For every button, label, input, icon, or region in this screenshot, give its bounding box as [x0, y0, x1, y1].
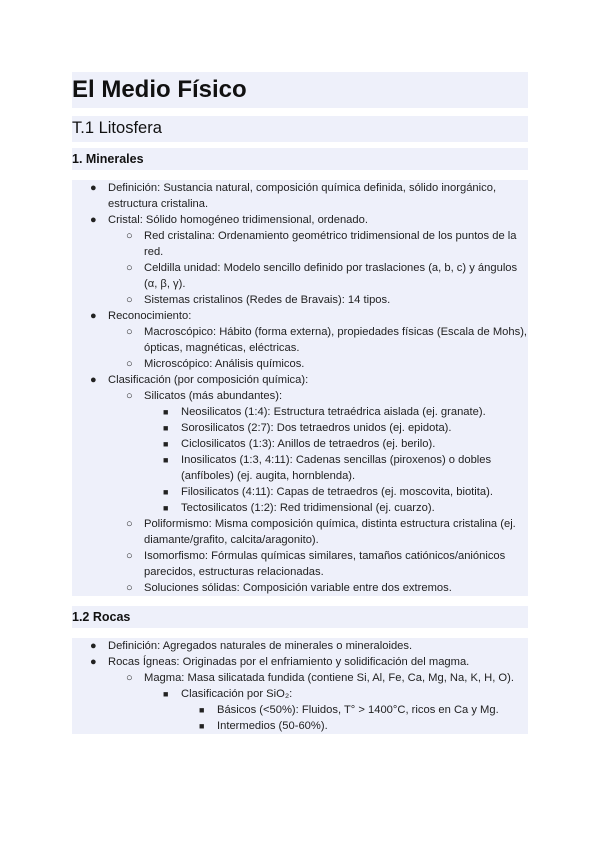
- item-text: Básicos (<50%): Fluidos, T° > 1400°C, ricos en Ca y Mg.: [217, 704, 499, 716]
- list-item: [72, 212, 528, 308]
- square-bullet-icon: ■: [163, 423, 169, 433]
- square-bullet-icon: ■: [163, 487, 169, 497]
- item-text: Sistemas cristalinos (Redes de Bravais): 14 tipos.: [144, 294, 391, 306]
- list-item: [72, 372, 528, 596]
- disc-bullet-icon: ●: [90, 310, 97, 322]
- circle-bullet-icon: ○: [126, 326, 133, 338]
- rocas-list: [72, 638, 528, 734]
- list-item: [72, 718, 528, 734]
- item-text: Macroscópico: Hábito (forma externa), propiedades físicas (Escala de Mohs), ópticas, magnéticas, eléctricas.: [144, 326, 528, 354]
- disc-bullet-icon: ●: [90, 374, 97, 386]
- disc-bullet-icon: ●: [90, 656, 97, 668]
- circle-bullet-icon: ○: [126, 294, 133, 306]
- item-text: Isomorfismo: Fórmulas químicas similares, tamaños catiónicos/aniónicos parecidos, estructuras relacionadas.: [144, 550, 506, 578]
- item-text: Clasificación por SiO₂:: [181, 688, 293, 700]
- circle-bullet-icon: ○: [126, 582, 133, 594]
- section-heading-minerales: 1. Minerales: [72, 148, 528, 170]
- page-title: El Medio Físico: [72, 72, 528, 108]
- item-text: Red cristalina: Ordenamiento geométrico tridimensional de los puntos de la red.: [144, 230, 517, 258]
- square-bullet-icon: ■: [199, 721, 205, 731]
- list-item: [72, 228, 528, 260]
- square-bullet-icon: ■: [199, 705, 205, 715]
- minerales-list: [72, 180, 528, 596]
- list-item: [72, 436, 528, 452]
- list-item: [72, 388, 528, 516]
- circle-bullet-icon: ○: [126, 390, 133, 402]
- item-text: Reconocimiento:: [108, 310, 192, 322]
- list-item: [72, 484, 528, 500]
- item-text: Soluciones sólidas: Composición variable entre dos extremos.: [144, 582, 452, 594]
- item-text: Microscópico: Análisis químicos.: [144, 358, 305, 370]
- list-item: [72, 702, 528, 718]
- item-text: Ciclosilicatos (1:3): Anillos de tetraedros (ej. berilo).: [181, 438, 436, 450]
- item-text: Neosilicatos (1:4): Estructura tetraédrica aislada (ej. granate).: [181, 406, 486, 418]
- circle-bullet-icon: ○: [126, 550, 133, 562]
- list-item: [72, 516, 528, 548]
- list-item: [72, 260, 528, 292]
- square-bullet-icon: ■: [163, 455, 169, 465]
- item-text: Clasificación (por composición química):: [108, 374, 309, 386]
- circle-bullet-icon: ○: [126, 262, 133, 274]
- disc-bullet-icon: ●: [90, 640, 97, 652]
- list-item: [72, 308, 528, 372]
- item-text: Sorosilicatos (2:7): Dos tetraedros unidos (ej. epidota).: [181, 422, 452, 434]
- item-text: Silicatos (más abundantes):: [144, 390, 283, 402]
- circle-bullet-icon: ○: [126, 358, 133, 370]
- chapter-heading: T.1 Litosfera: [72, 116, 528, 142]
- item-text: Tectosilicatos (1:2): Red tridimensional (ej. cuarzo).: [181, 502, 435, 514]
- circle-bullet-icon: ○: [126, 518, 133, 530]
- disc-bullet-icon: ●: [90, 182, 97, 194]
- list-item: [72, 686, 528, 734]
- item-text: Definición: Agregados naturales de minerales o mineraloides.: [108, 640, 413, 652]
- circle-bullet-icon: ○: [126, 230, 133, 242]
- list-item: [72, 654, 528, 734]
- list-item: [72, 670, 528, 734]
- list-item: [72, 580, 528, 596]
- item-text: Definición: Sustancia natural, composición química definida, sólido inorgánico, estructura cristalina.: [108, 182, 497, 210]
- list-item: [72, 180, 528, 212]
- square-bullet-icon: ■: [163, 407, 169, 417]
- list-item: [72, 356, 528, 372]
- list-item: [72, 500, 528, 516]
- list-item: [72, 452, 528, 484]
- item-text: Filosilicatos (4:11): Capas de tetraedros (ej. moscovita, biotita).: [181, 486, 493, 498]
- list-item: [72, 548, 528, 580]
- list-item: [72, 292, 528, 308]
- list-item: [72, 420, 528, 436]
- circle-bullet-icon: ○: [126, 672, 133, 684]
- list-item: [72, 638, 528, 654]
- item-text: Celdilla unidad: Modelo sencillo definido por traslaciones (a, b, c) y ángulos (α, β, γ).: [144, 262, 518, 290]
- square-bullet-icon: ■: [163, 689, 169, 699]
- item-text: Inosilicatos (1:3, 4:11): Cadenas sencillas (piroxenos) o dobles (anfíboles) (ej. augita, hornblenda).: [181, 454, 492, 482]
- list-item: [72, 404, 528, 420]
- square-bullet-icon: ■: [163, 439, 169, 449]
- disc-bullet-icon: ●: [90, 214, 97, 226]
- item-text: Cristal: Sólido homogéneo tridimensional, ordenado.: [108, 214, 368, 226]
- item-text: Poliformismo: Misma composición química, distinta estructura cristalina (ej. diamante/grafito, calcita/aragonito).: [144, 518, 516, 546]
- item-text: Magma: Masa silicatada fundida (contiene Si, Al, Fe, Ca, Mg, Na, K, H, O).: [144, 672, 514, 684]
- section-heading-rocas: 1.2 Rocas: [72, 606, 528, 628]
- list-item: [72, 324, 528, 356]
- item-text: Rocas Ígneas: Originadas por el enfriamiento y solidificación del magma.: [108, 656, 470, 668]
- item-text: Intermedios (50-60%).: [217, 720, 328, 732]
- square-bullet-icon: ■: [163, 503, 169, 513]
